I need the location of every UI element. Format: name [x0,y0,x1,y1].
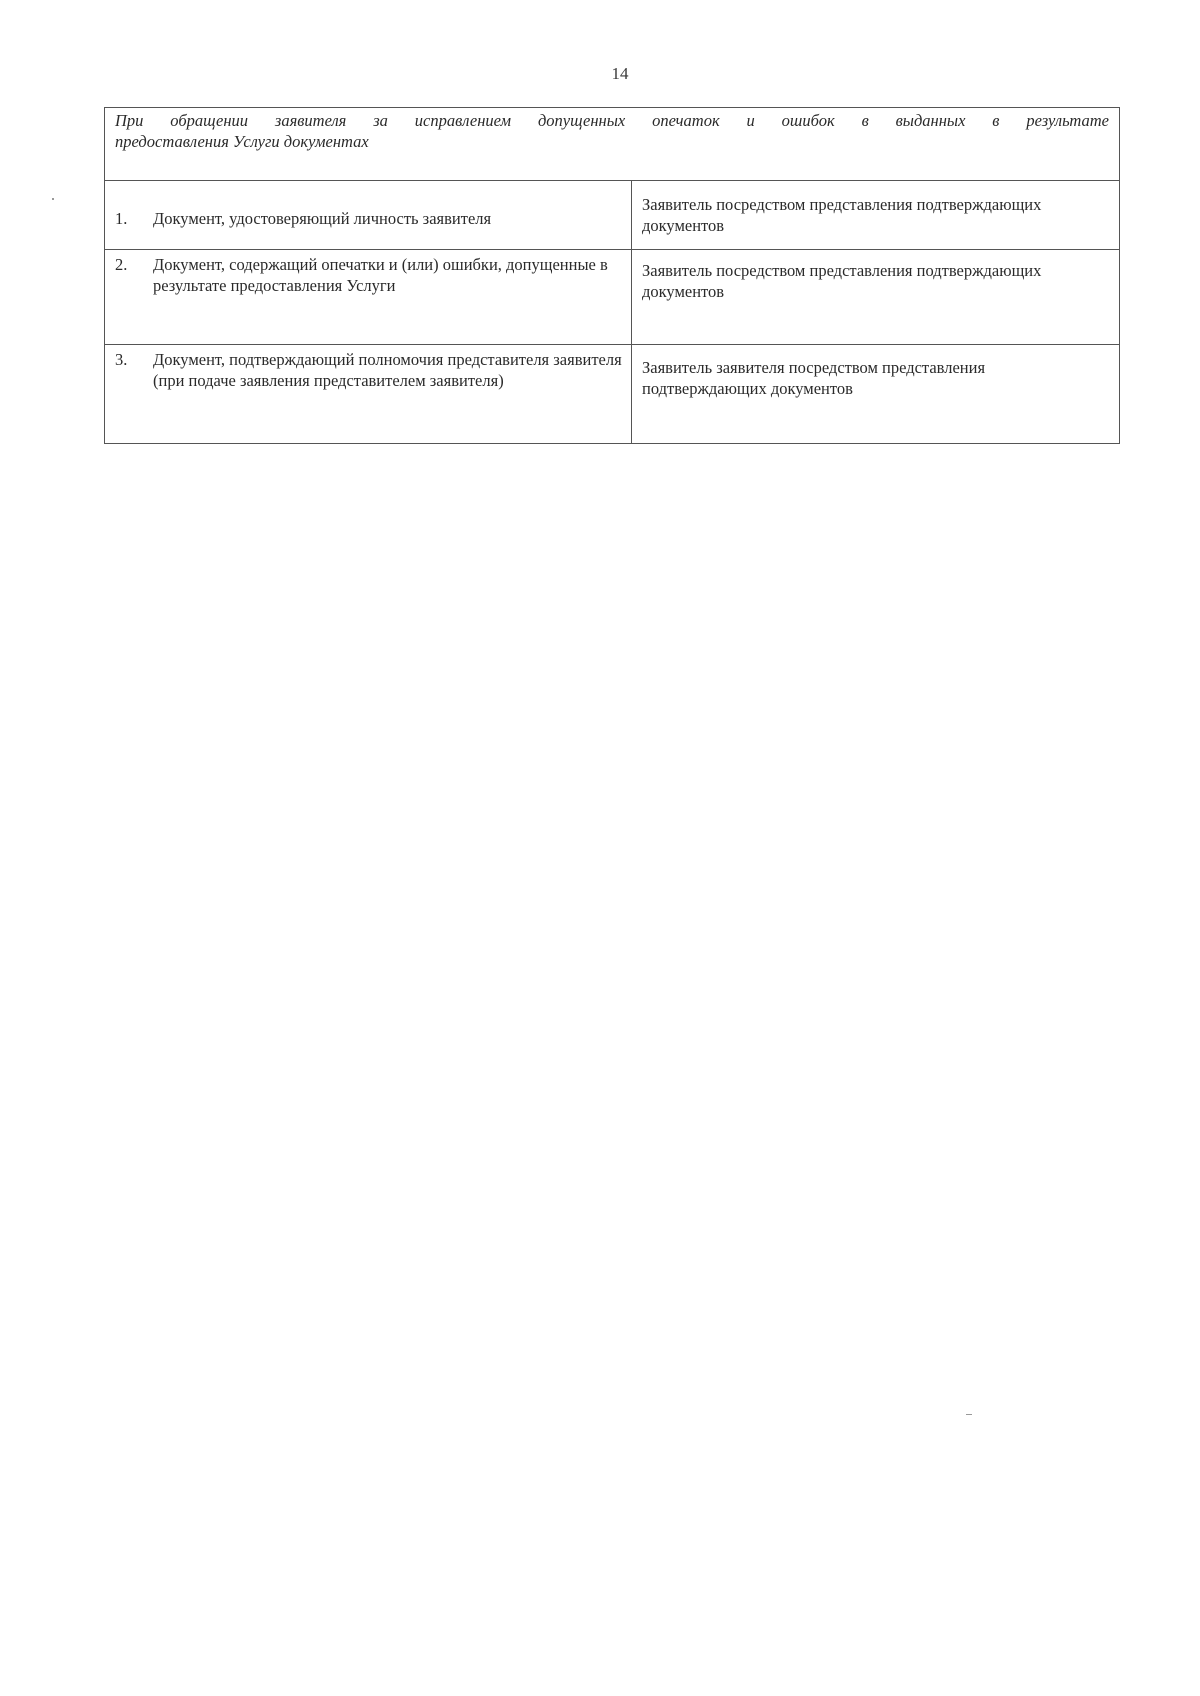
scan-speck [966,1414,972,1415]
method-cell [632,250,1120,345]
table-header-line-1: При обращении заявителя за исправлением допущенных опечаток и ошибок в выданных в результате [115,111,1109,130]
method-cell [632,345,1120,444]
page-number: 14 [611,64,629,83]
document-name: Документ, подтверждающий полномочия представителя заявителя (при подаче заявления представителем заявителя) [153,350,622,390]
row-number: 1. [115,208,128,228]
table-header-cell [105,108,1120,181]
document-cell [105,250,632,345]
document-name: Документ, содержащий опечатки и (или) ошибки, допущенные в результате предоставления Услуги [153,255,608,295]
table-row [105,181,1120,250]
document-name: Документ, удостоверяющий личность заявителя [153,208,492,228]
document-cell [105,345,632,444]
submission-method: Заявитель заявителя посредством представления подтверждающих документов [642,358,986,398]
document-cell [105,181,632,250]
scan-speck [52,198,54,200]
method-cell [632,181,1120,250]
submission-method: Заявитель посредством представления подтверждающих документов [642,195,1042,235]
row-number: 3. [115,350,128,369]
submission-method: Заявитель посредством представления подтверждающих документов [642,261,1042,301]
documents-table [104,107,1120,444]
row-number: 2. [115,255,128,274]
table-header-row [105,108,1120,181]
table-row [105,250,1120,345]
table-header-line-2: предоставления Услуги документах [115,132,369,151]
table-row [105,345,1120,444]
